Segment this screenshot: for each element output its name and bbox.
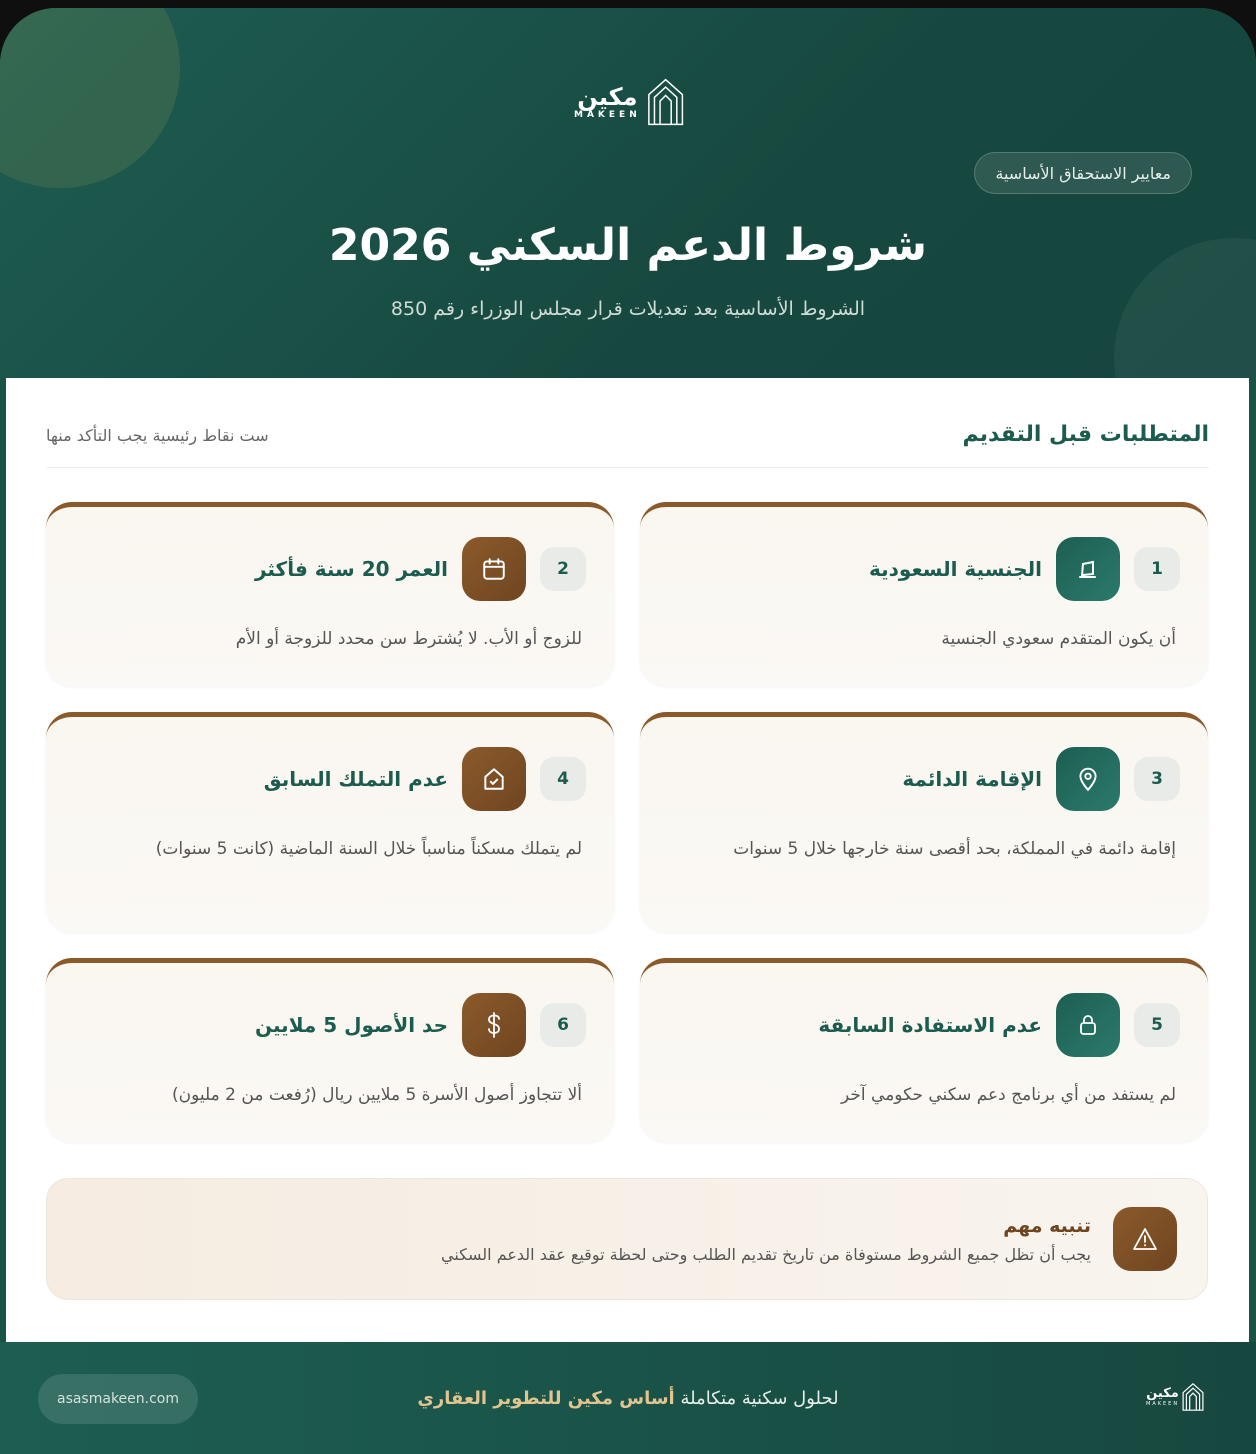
makeen-logo xyxy=(574,72,684,132)
card-title: عدم الاستفادة السابقة xyxy=(818,1013,1042,1037)
section-header xyxy=(46,422,1209,468)
card-description: إقامة دائمة في المملكة، بحد أقصى سنة خارجها خلال 5 سنوات xyxy=(733,839,1176,859)
lock-icon xyxy=(1056,993,1120,1057)
card-number: 1 xyxy=(1134,547,1180,591)
page-subtitle: الشروط الأساسية بعد تعديلات قرار مجلس الوزراء رقم 850 xyxy=(390,298,866,320)
card-description: لم يستفد من أي برنامج دعم سكني حكومي آخر xyxy=(841,1085,1176,1105)
footer-logo-english: MAKEEN xyxy=(1146,1401,1180,1407)
logo-arabic: مكين xyxy=(577,83,638,111)
eligibility-badge: معايير الاستحقاق الأساسية xyxy=(974,152,1192,194)
tagline-prefix: لحلول سكنية متكاملة xyxy=(680,1388,839,1409)
card-description: للزوج أو الأب. لا يُشترط سن محدد للزوجة أو الأم xyxy=(235,629,582,649)
requirement-card-6 xyxy=(46,958,614,1142)
requirement-card-4 xyxy=(46,712,614,932)
notice-text: يجب أن تظل جميع الشروط مستوفاة من تاريخ تقديم الطلب وحتى لحظة توقيع عقد الدعم السكني xyxy=(441,1244,1091,1264)
card-title: الإقامة الدائمة xyxy=(902,767,1042,791)
decor-circle xyxy=(0,8,180,188)
important-notice xyxy=(46,1178,1208,1300)
card-description: لم يتملك مسكناً مناسباً خلال السنة الماضية (كانت 5 سنوات) xyxy=(155,839,582,859)
card-title: الجنسية السعودية xyxy=(869,557,1042,581)
infographic-frame xyxy=(0,8,1256,1454)
requirement-card-2 xyxy=(46,502,614,686)
warning-icon xyxy=(1113,1207,1177,1271)
logo-english: MAKEEN xyxy=(574,110,641,120)
footer-logo-arabic: مكين xyxy=(1146,1386,1179,1401)
house-logo-icon xyxy=(1182,1382,1204,1412)
requirement-card-1 xyxy=(640,502,1208,686)
card-number: 2 xyxy=(540,547,586,591)
card-number: 4 xyxy=(540,757,586,801)
footer-logo xyxy=(1146,1382,1204,1412)
card-number: 5 xyxy=(1134,1003,1180,1047)
location-pin-icon xyxy=(1056,747,1120,811)
website-link[interactable]: asasmakeen.com xyxy=(38,1374,198,1424)
footer-tagline xyxy=(0,1388,1256,1409)
tagline-brand: أساس مكين للتطوير العقاري xyxy=(417,1388,675,1409)
footer xyxy=(0,1342,1256,1454)
main-content xyxy=(6,378,1249,1342)
page-title: شروط الدعم السكني 2026 xyxy=(328,220,928,271)
card-title: حد الأصول 5 ملايين xyxy=(255,1013,448,1037)
card-number: 3 xyxy=(1134,757,1180,801)
section-subtitle: ست نقاط رئيسية يجب التأكد منها xyxy=(46,426,269,445)
card-description: ألا تتجاوز أصول الأسرة 5 ملايين ريال (رُفعت من 2 مليون) xyxy=(172,1085,582,1105)
house-logo-icon xyxy=(647,76,684,128)
card-number: 6 xyxy=(540,1003,586,1047)
header xyxy=(0,8,1256,378)
calendar-icon xyxy=(462,537,526,601)
dollar-icon xyxy=(462,993,526,1057)
section-title: المتطلبات قبل التقديم xyxy=(962,422,1209,447)
requirement-card-3 xyxy=(640,712,1208,932)
requirement-card-5 xyxy=(640,958,1208,1142)
card-title: العمر 20 سنة فأكثر xyxy=(254,557,448,581)
card-title: عدم التملك السابق xyxy=(263,767,448,791)
flag-icon xyxy=(1056,537,1120,601)
notice-title: تنبيه مهم xyxy=(1003,1214,1091,1237)
card-description: أن يكون المتقدم سعودي الجنسية xyxy=(941,629,1176,649)
home-check-icon xyxy=(462,747,526,811)
